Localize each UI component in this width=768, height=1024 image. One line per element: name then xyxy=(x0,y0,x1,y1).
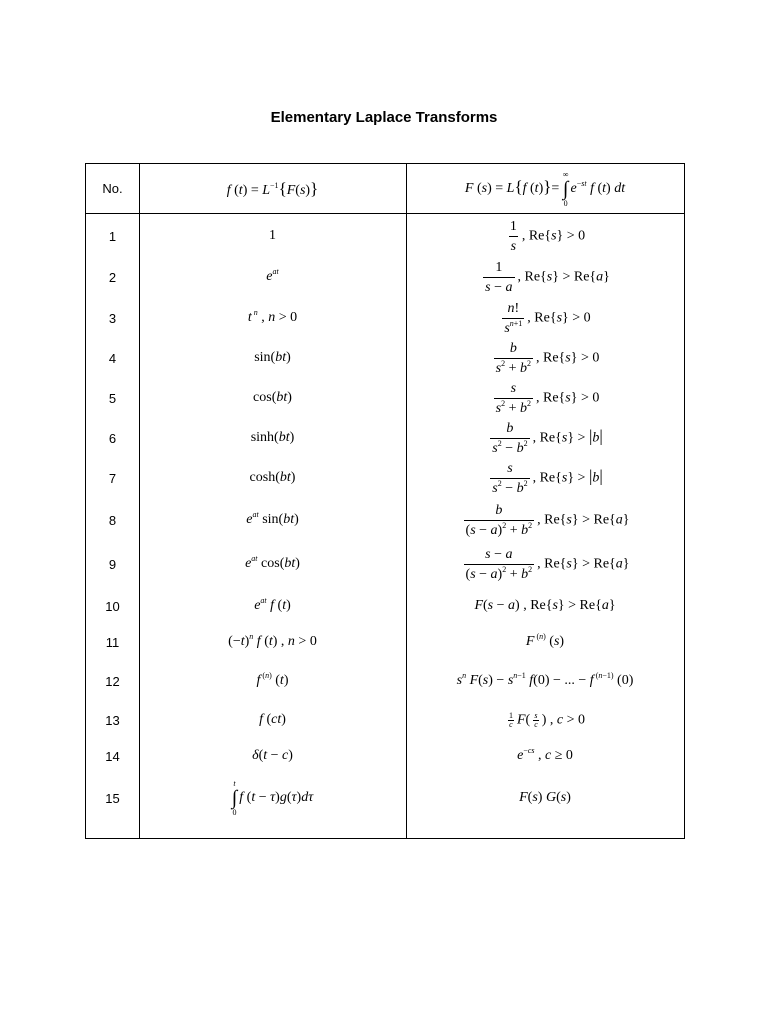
header-inverse-transform: f $(t) = L^{-1}\{F(s)\}$ xyxy=(226,178,319,198)
row-number: 9 xyxy=(108,556,117,572)
row-5-transform: $\frac{s}{s^2 + b^2}$ , Re{s} > 0 xyxy=(495,380,600,416)
row-3-transform: $\frac{n!}{s^{n+1}}$ , Re{s} > 0 xyxy=(504,300,591,336)
row-number: 1 xyxy=(108,228,117,244)
row-9-time-function: $e^{at}$ cos(bt) xyxy=(245,554,300,571)
row-number: 4 xyxy=(108,350,117,366)
row-number: 13 xyxy=(105,712,120,728)
page-title: Elementary Laplace Transforms xyxy=(270,109,498,126)
row-8-time-function: $e^{at}$ sin(bt) xyxy=(246,510,299,527)
header-no: No. xyxy=(102,181,123,196)
row-1-transform: $\frac{1}{s}$ , Re{s} > 0 xyxy=(509,218,586,254)
row-14-transform: $e^{-cs}$ , c ≥ 0 xyxy=(517,746,573,763)
row-number: 3 xyxy=(108,310,117,326)
row-9-transform: $\frac{s - a}{(s - a)^2 + b^2}$ , Re{s} > Re{a} xyxy=(465,546,630,582)
row-number: 11 xyxy=(105,634,120,650)
row-number: 14 xyxy=(105,748,120,764)
row-12-time-function: f $^{(n)}$ (t) xyxy=(256,671,289,688)
row-10-transform: F(s − a) , Re{s} > Re{a} xyxy=(474,598,616,613)
row-10-time-function: $e^{at}$ f (t) xyxy=(254,596,291,613)
row-4-transform: $\frac{b}{s^2 + b^2}$ , Re{s} > 0 xyxy=(495,340,600,376)
row-number: 6 xyxy=(108,430,117,446)
row-6-transform: $\frac{b}{s^2 - b^2}$ , Re{s} > |b| xyxy=(492,420,603,456)
row-7-time-function: cosh(bt) xyxy=(249,470,296,485)
laplace-table xyxy=(85,163,685,839)
row-1-time-function: 1 xyxy=(269,228,276,243)
row-number: 8 xyxy=(108,512,117,528)
row-5-time-function: cos(bt) xyxy=(253,390,292,405)
row-13-time-function: f (ct) xyxy=(259,712,286,727)
header-transform: F (s) = L{f (t)}= ∞ ∫ 0 $e^{-st}$ f (t) dt xyxy=(464,169,626,208)
row-6-time-function: sinh(bt) xyxy=(250,430,295,445)
row-number: 10 xyxy=(105,598,120,614)
row-number: 7 xyxy=(108,470,117,486)
row-15-transform: F(s) G(s) xyxy=(519,790,571,805)
row-2-transform: $\frac{1}{s - a}$ , Re{s} > Re{a} xyxy=(485,259,610,295)
row-12-transform: $s^n$ $F(s) - s^{n-1}$ f(0) − ... − f $^{(n-1)}$ (0) xyxy=(456,671,634,688)
row-2-time-function: $e^{at}$ xyxy=(266,267,279,284)
row-number: 15 xyxy=(105,790,120,806)
row-11-transform: F $^{(n)}$ (s) xyxy=(525,632,565,649)
row-4-time-function: sin(bt) xyxy=(254,350,291,365)
header-divider xyxy=(86,213,684,214)
row-number: 12 xyxy=(105,673,120,689)
row-13-transform: $\frac{1}{c}$ F( $\frac{s}{c}$ ) , c > 0 xyxy=(508,710,586,729)
row-14-time-function: δ(t − c) xyxy=(252,748,293,763)
row-number: 2 xyxy=(108,269,117,285)
row-8-transform: $\frac{b}{(s - a)^2 + b^2}$ , Re{s} > Re{a} xyxy=(465,502,630,538)
row-number: 5 xyxy=(108,390,117,406)
row-15-time-function: t ∫ 0 f (t − τ)g(τ)dτ xyxy=(231,779,314,817)
row-3-time-function: t $^n$ , n > 0 xyxy=(247,308,298,325)
row-7-transform: $\frac{s}{s^2 - b^2}$ , Re{s} > |b| xyxy=(492,460,603,496)
row-11-time-function: $(-t)^n$ f (t) , n > 0 xyxy=(228,632,317,649)
